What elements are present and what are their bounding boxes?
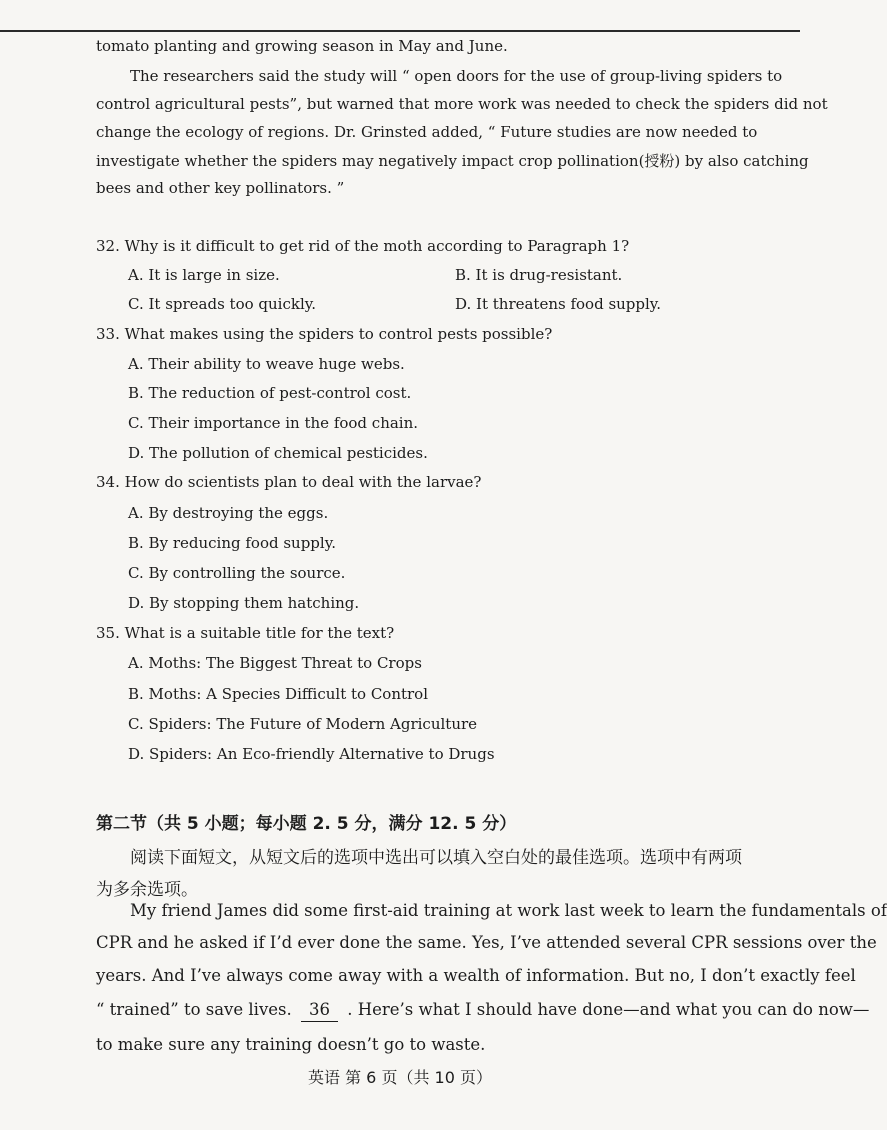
top-rule	[0, 30, 800, 32]
passage-line: control agricultural pests”, but warned that more work was needed to check the spiders did not	[96, 95, 828, 113]
passage2-text: . Here’s what I should have done—and what you can do now—	[347, 1000, 870, 1019]
question-32: 32. Why is it difficult to get rid of the moth according to Paragraph 1?	[96, 237, 630, 255]
q33-option-b: B. The reduction of pest-control cost.	[128, 384, 412, 402]
passage2-line-with-blank	[96, 999, 869, 1022]
q35-option-c: C. Spiders: The Future of Modern Agriculture	[128, 715, 478, 733]
q32-option-d: D. It threatens food supply.	[455, 295, 662, 313]
section-heading: 第二节（共 5 小题；每小题 2. 5 分，满分 12. 5 分）	[96, 814, 517, 834]
q32-option-c: C. It spreads too quickly.	[128, 295, 317, 313]
passage-line: tomato planting and growing season in May and June.	[96, 37, 508, 55]
q35-option-d: D. Spiders: An Eco-friendly Alternative to Drugs	[128, 745, 495, 763]
passage2-line: to make sure any training doesn’t go to waste.	[96, 1035, 486, 1054]
q34-option-b: B. By reducing food supply.	[128, 534, 336, 552]
q33-option-a: A. Their ability to weave huge webs.	[128, 355, 405, 373]
passage2-line: years. And I’ve always come away with a wealth of information. But no, I don’t exactly feel	[96, 966, 856, 985]
passage2-text: “ trained” to save lives.	[96, 1000, 292, 1019]
q33-option-d: D. The pollution of chemical pesticides.	[128, 444, 428, 462]
passage2-line: CPR and he asked if I’d ever done the same. Yes, I’ve attended several CPR sessions over the	[96, 933, 877, 952]
q32-option-b: B. It is drug-resistant.	[455, 266, 623, 284]
question-33: 33. What makes using the spiders to control pests possible?	[96, 325, 553, 343]
passage-line: bees and other key pollinators. ”	[96, 179, 345, 197]
q32-option-a: A. It is large in size.	[128, 266, 280, 284]
q34-option-d: D. By stopping them hatching.	[128, 594, 360, 612]
page-footer: 英语 第 6 页（共 10 页）	[308, 1068, 492, 1087]
blank-36[interactable]: 36	[301, 999, 338, 1022]
passage2-line: My friend James did some first-aid training at work last week to learn the fundamentals of	[130, 901, 887, 920]
question-34: 34. How do scientists plan to deal with the larvae?	[96, 473, 482, 491]
q35-option-b: B. Moths: A Species Difficult to Control	[128, 685, 429, 703]
q34-option-c: C. By controlling the source.	[128, 564, 346, 582]
passage-line: change the ecology of regions. Dr. Grinsted added, “ Future studies are now needed to	[96, 123, 758, 141]
section-instructions-cont: 为多余选项。	[96, 880, 198, 900]
q33-option-c: C. Their importance in the food chain.	[128, 414, 419, 432]
question-35: 35. What is a suitable title for the text?	[96, 624, 395, 642]
q34-option-a: A. By destroying the eggs.	[128, 504, 329, 522]
passage-line: investigate whether the spiders may negatively impact crop pollination(授粉) by also catching	[96, 152, 809, 170]
section-instructions: 阅读下面短文，从短文后的选项中选出可以填入空白处的最佳选项。选项中有两项	[130, 848, 742, 868]
passage-line: The researchers said the study will “ open doors for the use of group-living spiders to	[130, 67, 783, 85]
q35-option-a: A. Moths: The Biggest Threat to Crops	[128, 654, 422, 672]
